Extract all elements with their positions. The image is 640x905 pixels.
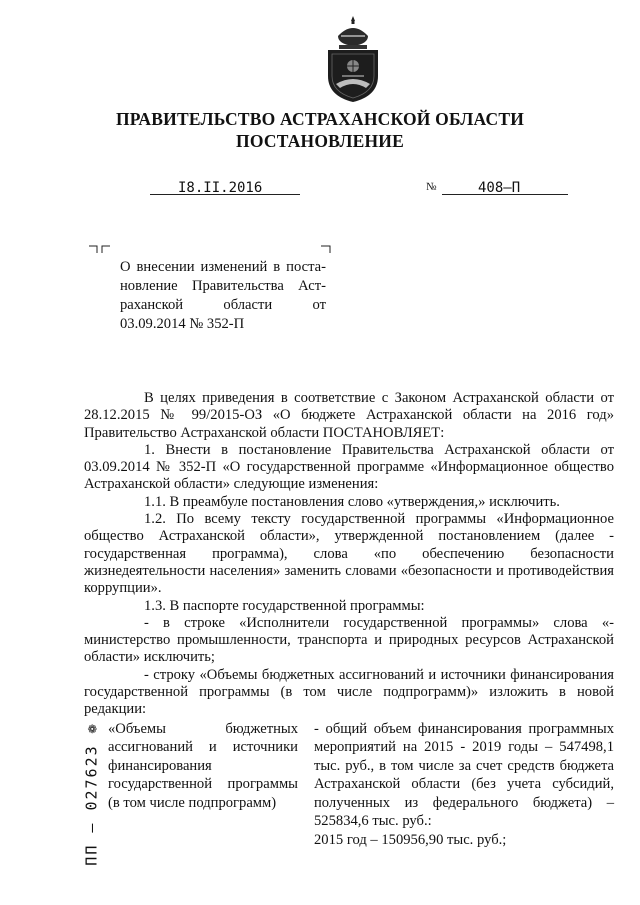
subject-line: раханской области от — [120, 297, 326, 313]
subject-corner-right — [320, 244, 332, 254]
document-date: I8.II.2016 — [178, 180, 263, 196]
document-number: 408–П — [478, 180, 521, 196]
document-type-title: ПОСТАНОВЛЕНИЕ — [236, 131, 404, 151]
paragraph-item-1-1: 1.1. В преамбуле постановления слово «утверждения,» исключить. — [144, 493, 560, 510]
preamble-paragraph: В целях приведения в соответствие с Законом Астраханской области от 28.12.2015 № 99/2015-ОЗ «О бюджете Астраханской области на 2016 год» Правительство Астраханской области ПОСТАНОВЛЯЕТ: — [84, 390, 614, 441]
paragraph-item-1: 1. Внести в постановление Правительства Астраханской области от 03.09.2014 № 352-П «О государственной программе «Информационное общество Астраханской области» следующие изменения: — [84, 441, 614, 493]
subject-line: новление Правительства Аст- — [120, 278, 326, 294]
budget-year-2015: 2015 год – 150956,90 тыс. руб.; — [314, 831, 507, 848]
government-title: ПРАВИТЕЛЬСТВО АСТРАХАНСКОЙ ОБЛАСТИ — [115, 109, 525, 129]
subject-line: 03.09.2014 № 352-П — [120, 316, 245, 332]
budget-total-text: - общий объем финансирования программных мероприятий на 2015 - 2019 годы – 547498,1 тыс. руб., в том числе за счет средств бюджета Астраханской области (без учета субсидий, полученных из федерального бюджета) – 525834,6 тыс. руб.: — [314, 720, 614, 830]
paragraph-item-1-3: 1.3. В паспорте государственной программы: — [144, 597, 425, 614]
side-serial-stamp: ПП – 027623 ❁ — [82, 722, 101, 866]
paragraph-executors: - в строке «Исполнители государственной программы» слова «- министерство промышленности, транспорта и природных ресурсов Астраханской области» исключить; — [84, 614, 614, 666]
subject-corner-left — [88, 244, 112, 254]
budget-table-left-cell: «Объемы бюджетных ассигнований и источники финансирования государственной программы (в том числе подпрограмм) — [108, 720, 298, 811]
subject-line: О внесении изменений в поста- — [120, 259, 326, 275]
number-underline — [442, 194, 568, 195]
paragraph-budget-row: - строку «Объемы бюджетных ассигнований и источники финансирования государственной программы (в том числе подпрограмм)» изложить в новой редакции: — [84, 666, 614, 718]
number-label: № — [426, 181, 437, 193]
coat-of-arms-emblem — [322, 14, 384, 104]
date-underline — [150, 194, 300, 195]
budget-table-right-cell — [314, 720, 614, 850]
paragraph-item-1-2: 1.2. По всему тексту государственной программы «Информационное общество Астраханской области», утвержденной постановлением (далее - государственная программа), слова «по обеспечению безопасности жизнедеятельности населения» заменить словами «безопасности и противодействия коррупции». — [84, 511, 614, 597]
subject-block — [120, 258, 326, 334]
